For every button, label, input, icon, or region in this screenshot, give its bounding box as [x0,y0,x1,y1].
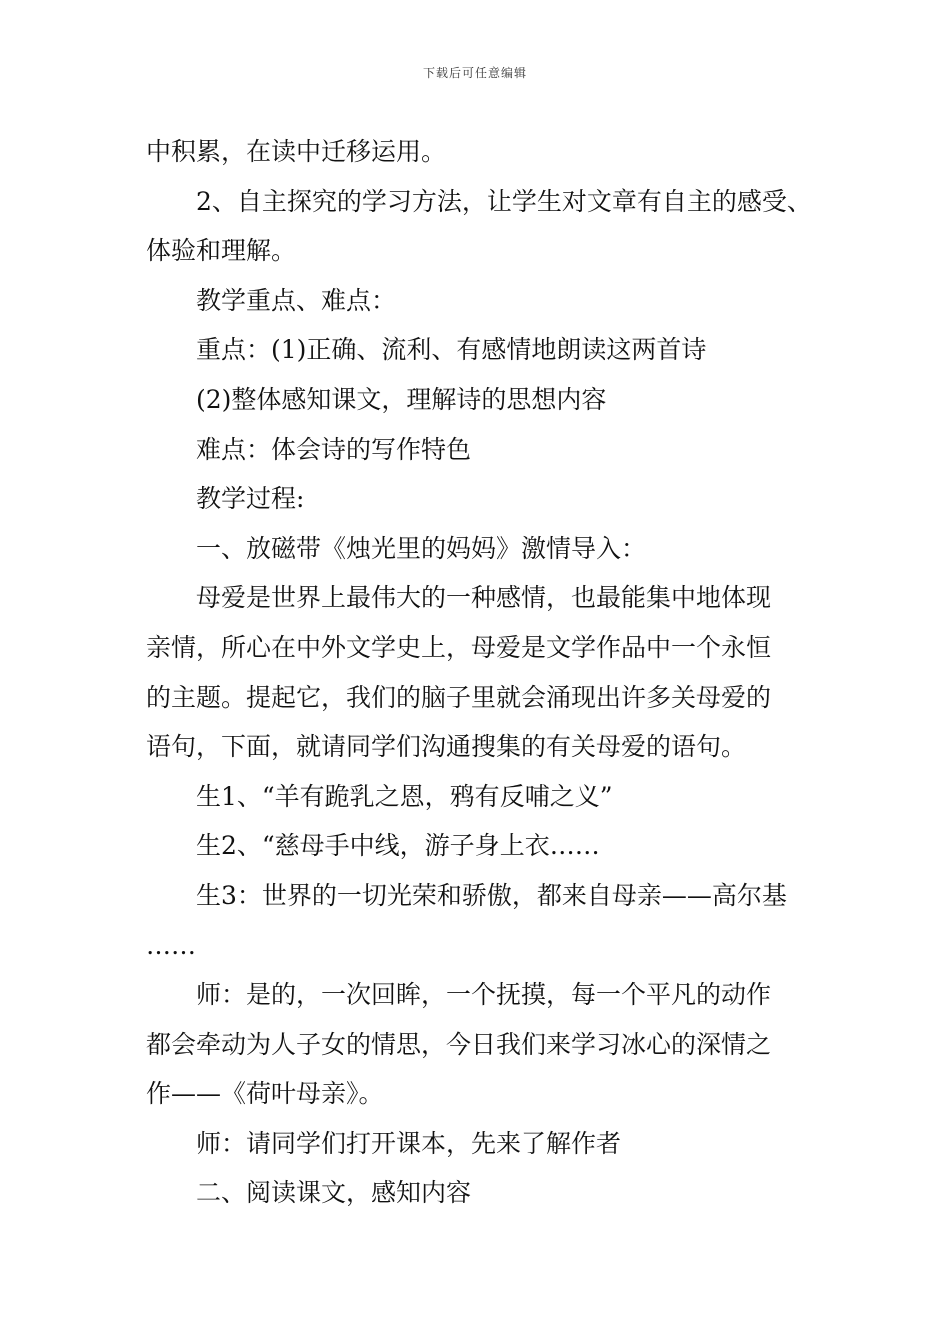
document-body [146,127,826,1218]
text-line: 2、自主探究的学习方法，让学生对文章有自主的感受、 [196,186,812,216]
text-line: 师：是的，一次回眸，一个抚摸，每一个平凡的动作 [196,980,772,1010]
text-line: 作——《荷叶母亲》。 [146,1079,384,1109]
text-line: 师：请同学们打开课本，先来了解作者 [196,1128,622,1158]
text-line: 中积累，在读中迁移运用。 [146,137,447,166]
text-line: 体验和理解。 [146,236,297,266]
text-line: …… [146,930,196,960]
text-line: 生2、“慈母手中线，游子身上衣…… [196,831,600,861]
text-line: 都会牵动为人子女的情思，今日我们来学习冰心的深情之 [146,1029,772,1059]
text-line: 生3：世界的一切光荣和骄傲，都来自母亲——高尔基 [196,880,787,910]
text-line: 母爱是世界上最伟大的一种感情，也最能集中地体现 [196,583,772,613]
text-line: 的主题。提起它，我们的脑子里就会涌现出许多关母爱的 [146,682,772,712]
section-heading: 一、放磁带《烛光里的妈妈》激情导入： [196,533,647,563]
text-line: 生1、“羊有跪乳之恩，鸦有反哺之义” [196,781,613,811]
text-line: 语句，下面，就请同学们沟通搜集的有关母爱的语句。 [146,732,747,762]
text-line: 重点：(1)正确、流利、有感情地朗读这两首诗 [196,335,707,365]
section-heading: 二、阅读课文，感知内容 [196,1178,472,1208]
section-heading: 教学过程: [196,484,305,514]
page-header: 下载后可任意编辑 [422,66,527,80]
text-line: 亲情，所心在中外文学史上，母爱是文学作品中一个永恒 [146,632,772,662]
section-heading: 教学重点、难点： [196,285,397,315]
text-line: 难点：体会诗的写作特色 [196,434,472,464]
text-line: (2)整体感知课文，理解诗的思想内容 [196,384,607,414]
